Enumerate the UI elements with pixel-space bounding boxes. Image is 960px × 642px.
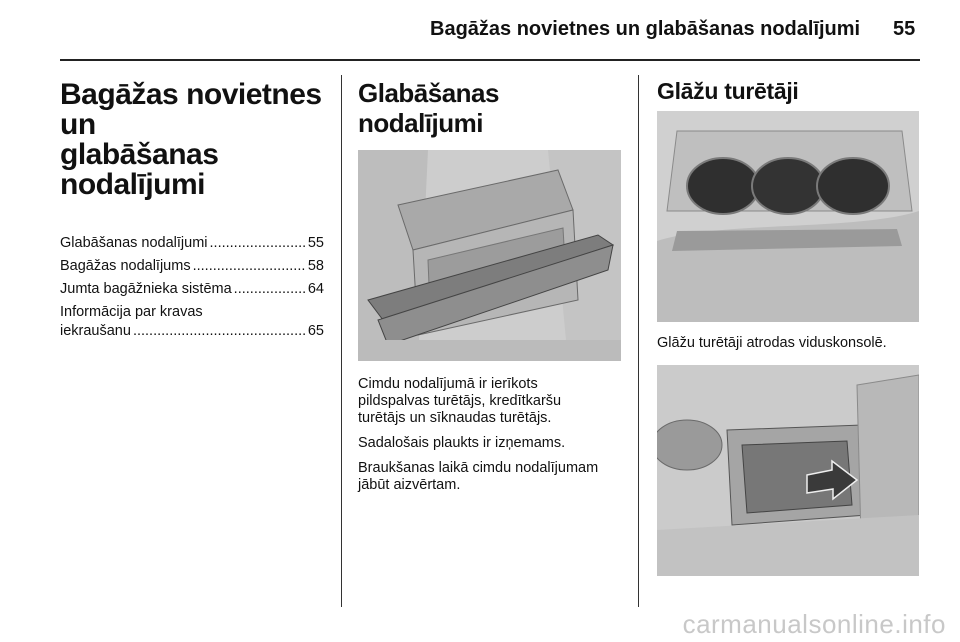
paragraph: Braukšanas laikā cimdu nodalījumam jābūt aizvērtam. bbox=[358, 460, 599, 493]
cupholder-illustration bbox=[657, 111, 919, 322]
watermark: carmanualsonline.info bbox=[682, 609, 946, 639]
column-divider-2 bbox=[638, 75, 639, 607]
toc-entry[interactable]: Jumta bagāžnieka sistēma ..... 64 bbox=[60, 280, 324, 299]
header-rule bbox=[60, 59, 920, 61]
page-header-title: Bagāžas novietnes un glabāšanas nodalījumi bbox=[430, 18, 861, 40]
paragraph: Cimdu nodalījumā ir ierīkots pildspalvas turētājs, kredītkaršu turētājs un sīknaudas turētājs. bbox=[358, 376, 562, 426]
section-heading: Glabāšanas nodalījumi bbox=[358, 78, 499, 138]
subsection-heading: Glāžu turētāji bbox=[657, 78, 799, 104]
image-caption: Glāžu turētāji atrodas viduskonsolē. bbox=[657, 335, 887, 351]
glovebox-illustration bbox=[358, 150, 621, 361]
table-of-contents bbox=[60, 234, 324, 341]
column-1 bbox=[60, 80, 324, 345]
column-3-caption bbox=[657, 335, 919, 360]
toc-entry[interactable]: Glabāšanas nodalījumi ..... 55 bbox=[60, 234, 324, 253]
page-number: 55 bbox=[893, 18, 916, 40]
paragraph: Sadalošais plaukts ir izņemams. bbox=[358, 435, 566, 451]
toc-entry[interactable]: Bagāžas nodalījums ..... 58 bbox=[60, 257, 324, 276]
toc-entry[interactable]: Informācija par kravas iekraušanu ..... 65 bbox=[60, 303, 324, 341]
column-3 bbox=[657, 78, 919, 105]
console-storage-illustration bbox=[657, 365, 919, 576]
column-2-text bbox=[358, 376, 628, 502]
section-heading: Bagāžas novietnes un glabāšanas nodalījumi bbox=[60, 78, 322, 201]
column-divider-1 bbox=[341, 75, 342, 607]
